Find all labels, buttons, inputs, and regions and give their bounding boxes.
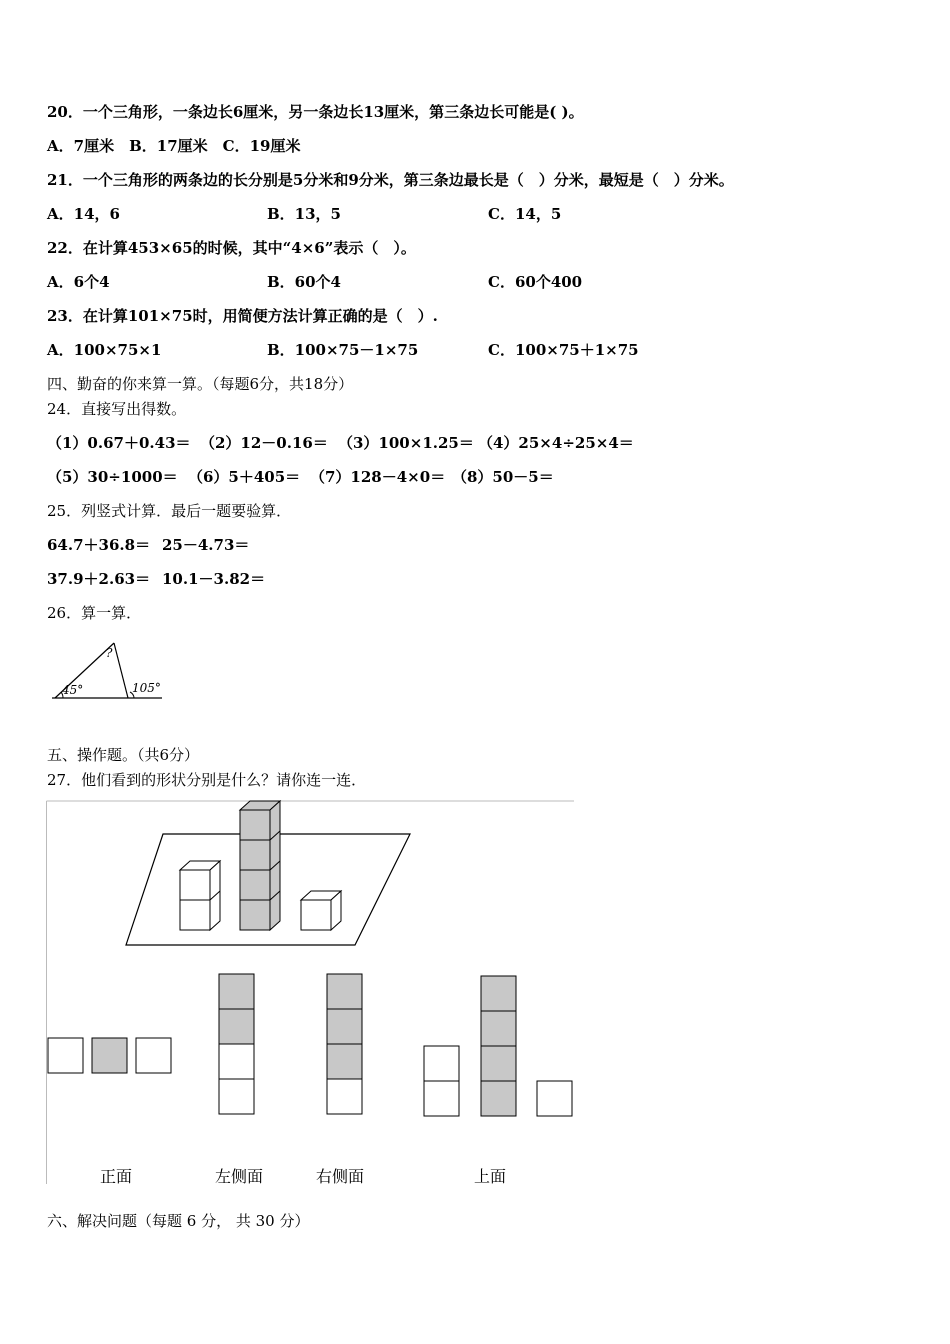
q24-item-8: （8）50－5＝ — [452, 468, 554, 486]
question-22-option-b: B．60个4 — [267, 273, 341, 291]
middle-cube-stack — [240, 801, 280, 930]
question-22-option-c: C．60个400 — [488, 273, 583, 291]
label-right-side: 右侧面 — [316, 1167, 365, 1186]
question-23-option-b: B．100×75－1×75 — [267, 341, 419, 359]
right-cube — [301, 891, 341, 930]
question-25-stem: 25．列竖式计算．最后一题要验算． — [47, 502, 292, 520]
q25-item-2: 25－4.73＝ — [162, 536, 250, 554]
question-23-option-c: C．100×75＋1×75 — [488, 341, 639, 359]
question-21-option-b: B．13，5 — [267, 205, 341, 223]
label-top: 上面 — [474, 1167, 507, 1186]
question-23-stem: 23．在计算101×75时，用简便方法计算正确的是（ ）. — [47, 307, 438, 325]
label-left-side: 左侧面 — [215, 1167, 264, 1186]
question-22-stem: 22．在计算453×65的时候，其中“4×6”表示（ ）。 — [47, 239, 416, 257]
view-option-2 — [219, 974, 254, 1114]
q24-item-6: （6）5＋405＝ — [188, 468, 301, 486]
question-27-stem: 27．他们看到的形状分别是什么？请你连一连． — [47, 771, 367, 789]
question-22-option-a: A．6个4 — [47, 273, 110, 291]
q24-item-5: （5）30÷1000＝ — [47, 468, 178, 486]
section-4-title: 四、勤奋的你来算一算。（每题6分，共18分） — [47, 375, 354, 393]
angle-top-label: ? — [106, 646, 113, 660]
q25-item-1: 64.7＋36.8＝ — [47, 536, 151, 554]
question-23-option-a: A．100×75×1 — [47, 341, 162, 359]
left-cube-stack — [180, 861, 220, 930]
q25-item-3: 37.9＋2.63＝ — [47, 570, 151, 588]
q24-item-3: （3）100×1.25＝ — [338, 434, 474, 452]
angle-right-label: 105° — [132, 681, 161, 695]
view-option-3 — [327, 974, 362, 1114]
view-option-1 — [48, 1038, 171, 1073]
question-21-option-a: A．14，6 — [47, 205, 120, 223]
view-option-4 — [424, 976, 572, 1116]
cube-views-drawing — [46, 800, 574, 1184]
section-5-title: 五、操作题。（共6分） — [47, 746, 200, 764]
question-24-stem: 24．直接写出得数。 — [47, 400, 187, 418]
cube-views-figure — [46, 800, 574, 1184]
q24-item-7: （7）128－4×0＝ — [310, 468, 446, 486]
label-front: 正面 — [100, 1167, 133, 1186]
q24-item-4: （4）25×4÷25×4＝ — [478, 434, 634, 452]
question-20-options: A．7厘米 B．17厘米 C．19厘米 — [47, 137, 301, 155]
angle-left-label: 45° — [62, 683, 84, 697]
question-21-option-c: C．14，5 — [488, 205, 562, 223]
q24-item-2: （2）12－0.16＝ — [200, 434, 328, 452]
question-21-stem: 21．一个三角形的两条边的长分别是5分米和9分米，第三条边最长是（ ）分米，最短是（ ）分米。 — [47, 171, 734, 189]
section-6-title: 六、解决问题（每题 6 分， 共 30 分） — [47, 1212, 310, 1230]
q24-item-1: （1）0.67＋0.43＝ — [47, 434, 191, 452]
q25-item-4: 10.1－3.82＝ — [162, 570, 266, 588]
question-26-stem: 26．算一算． — [47, 604, 142, 622]
question-20-stem: 20．一个三角形，一条边长6厘米，另一条边长13厘米，第三条边长可能是( )。 — [47, 103, 584, 121]
